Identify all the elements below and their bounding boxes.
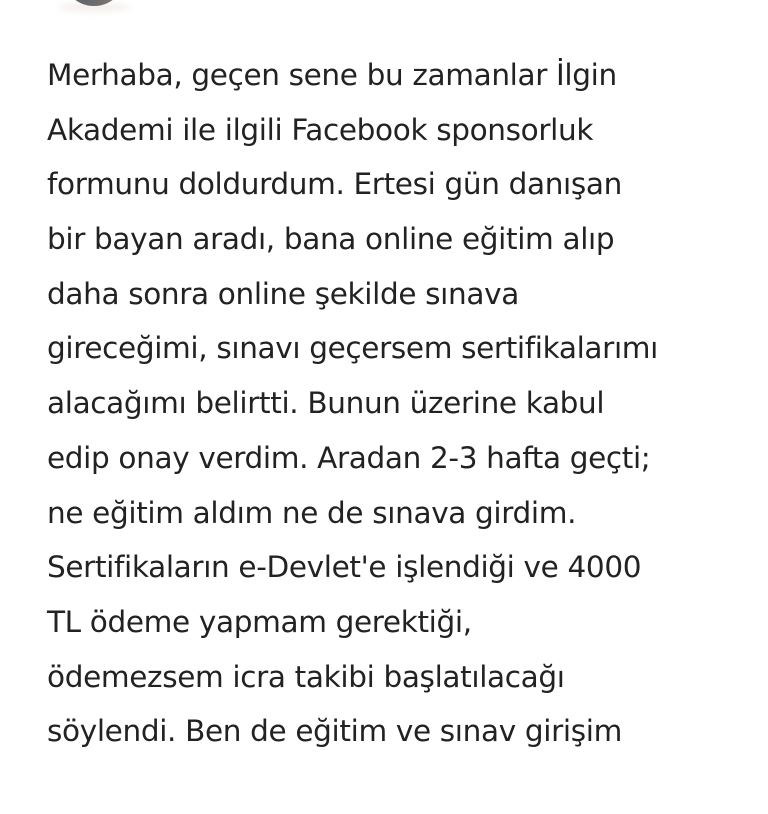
post-line: Merhaba, geçen sene bu zamanlar İlgin bbox=[47, 58, 617, 92]
post-line-truncated bbox=[47, 759, 747, 814]
post-line: bir bayan aradı, bana online eğitim alıp bbox=[47, 222, 615, 257]
post-line: söylendi. Ben de eğitim ve sınav girişim bbox=[47, 714, 622, 749]
post-body bbox=[47, 48, 747, 814]
post-line: alacağımı belirtti. Bunun üzerine kabul bbox=[47, 386, 605, 421]
post-line: ne eğitim aldım ne de sınava girdim. bbox=[47, 495, 577, 530]
post-line: daha sonra online şekilde sınava bbox=[47, 276, 519, 311]
post-line: Akademi ile ilgili Facebook sponsorluk bbox=[47, 112, 594, 147]
post-line: ödemezsem icra takibi başlatılacağı bbox=[47, 659, 565, 694]
post-line: Sertifikaların e-Devlet'e işlendiği ve 4000 bbox=[47, 550, 642, 585]
post-line: TL ödeme yapmam gerektiği, bbox=[47, 604, 472, 639]
post-line: formunu doldurdum. Ertesi gün danışan bbox=[47, 167, 622, 202]
post-line: gireceğimi, sınavı geçersem sertifikalarımı bbox=[47, 331, 659, 366]
post-line: edip onay verdim. Aradan 2-3 hafta geçti; bbox=[47, 440, 651, 475]
